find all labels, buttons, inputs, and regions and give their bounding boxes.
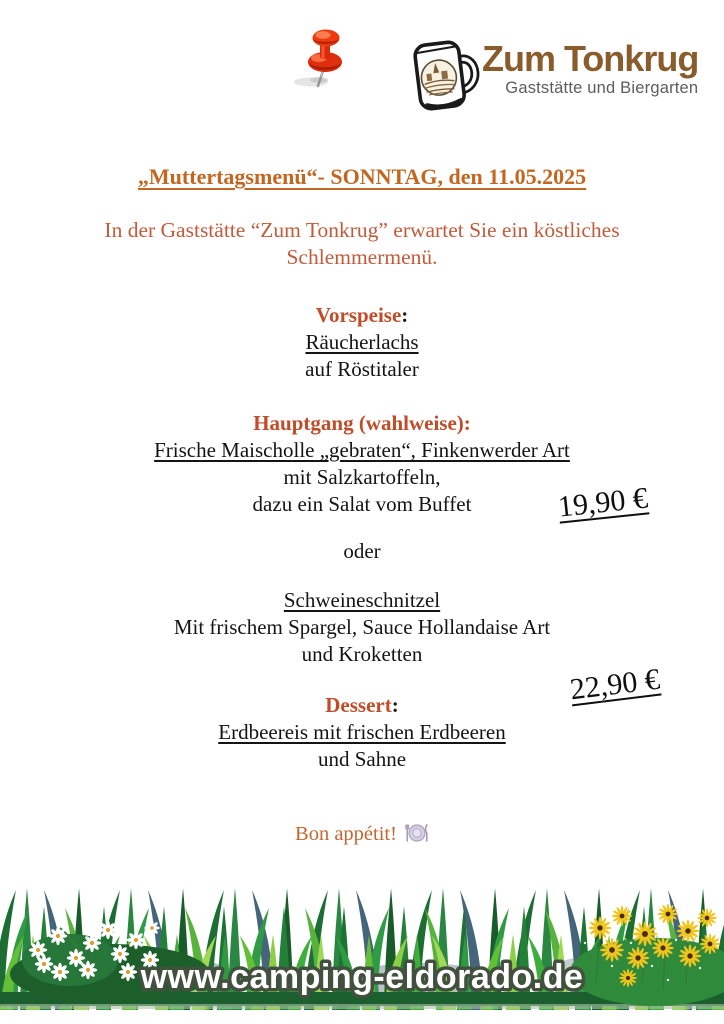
hauptgang-dish2-line3: und Kroketten <box>301 642 423 666</box>
bon-appetit-text: Bon appétit! <box>295 823 397 845</box>
section-dessert <box>0 692 724 773</box>
hauptgang-dish2-line2: Mit frischem Spargel, Sauce Hollandaise Art <box>173 615 551 639</box>
restaurant-logo <box>400 34 698 120</box>
intro-line-1: In der Gaststätte “Zum Tonkrug” erwartet Sie ein köstliches <box>104 218 620 242</box>
price-maischolle: 19,90 € <box>556 481 650 524</box>
price-schnitzel: 22,90 € <box>568 662 662 707</box>
section-hauptgang-option2 <box>0 587 724 668</box>
vorspeise-dish: Räucherlachs <box>305 330 419 354</box>
hauptgang-dish1: Frische Maischolle „gebraten“, Finkenwerder Art <box>154 438 570 462</box>
hauptgang-heading: Hauptgang (wahlweise): <box>253 411 471 435</box>
footer-url: www.camping-eldorado.de <box>140 958 584 996</box>
vorspeise-line2: auf Röstitaler <box>305 357 419 381</box>
logo-title: Zum Tonkrug <box>482 38 699 79</box>
bon-appetit <box>0 822 724 846</box>
dessert-dish: Erdbeereis mit frischen Erdbeeren <box>218 720 506 744</box>
plate-cutlery-icon <box>405 822 429 844</box>
menu-title: „Muttertagsmenü“- SONNTAG, den 11.05.2025 <box>137 164 587 189</box>
logo-subtitle: Gaststätte und Biergarten <box>505 79 699 97</box>
vorspeise-heading: Vorspeise: <box>315 303 409 327</box>
hauptgang-dish1-line3: dazu ein Salat vom Buffet <box>252 492 472 516</box>
section-vorspeise <box>0 302 724 383</box>
menu-intro <box>0 217 724 271</box>
intro-line-2: Schlemmermenü. <box>286 245 438 269</box>
dessert-line2: und Sahne <box>317 747 407 771</box>
grass-footer-illustration <box>0 888 724 1010</box>
pushpin-icon <box>294 26 358 92</box>
hauptgang-dish1-line2: mit Salzkartoffeln, <box>283 465 441 489</box>
hauptgang-dish2: Schweineschnitzel <box>283 588 441 612</box>
menu-separator: oder <box>343 539 381 563</box>
dessert-heading: Dessert: <box>325 693 399 717</box>
